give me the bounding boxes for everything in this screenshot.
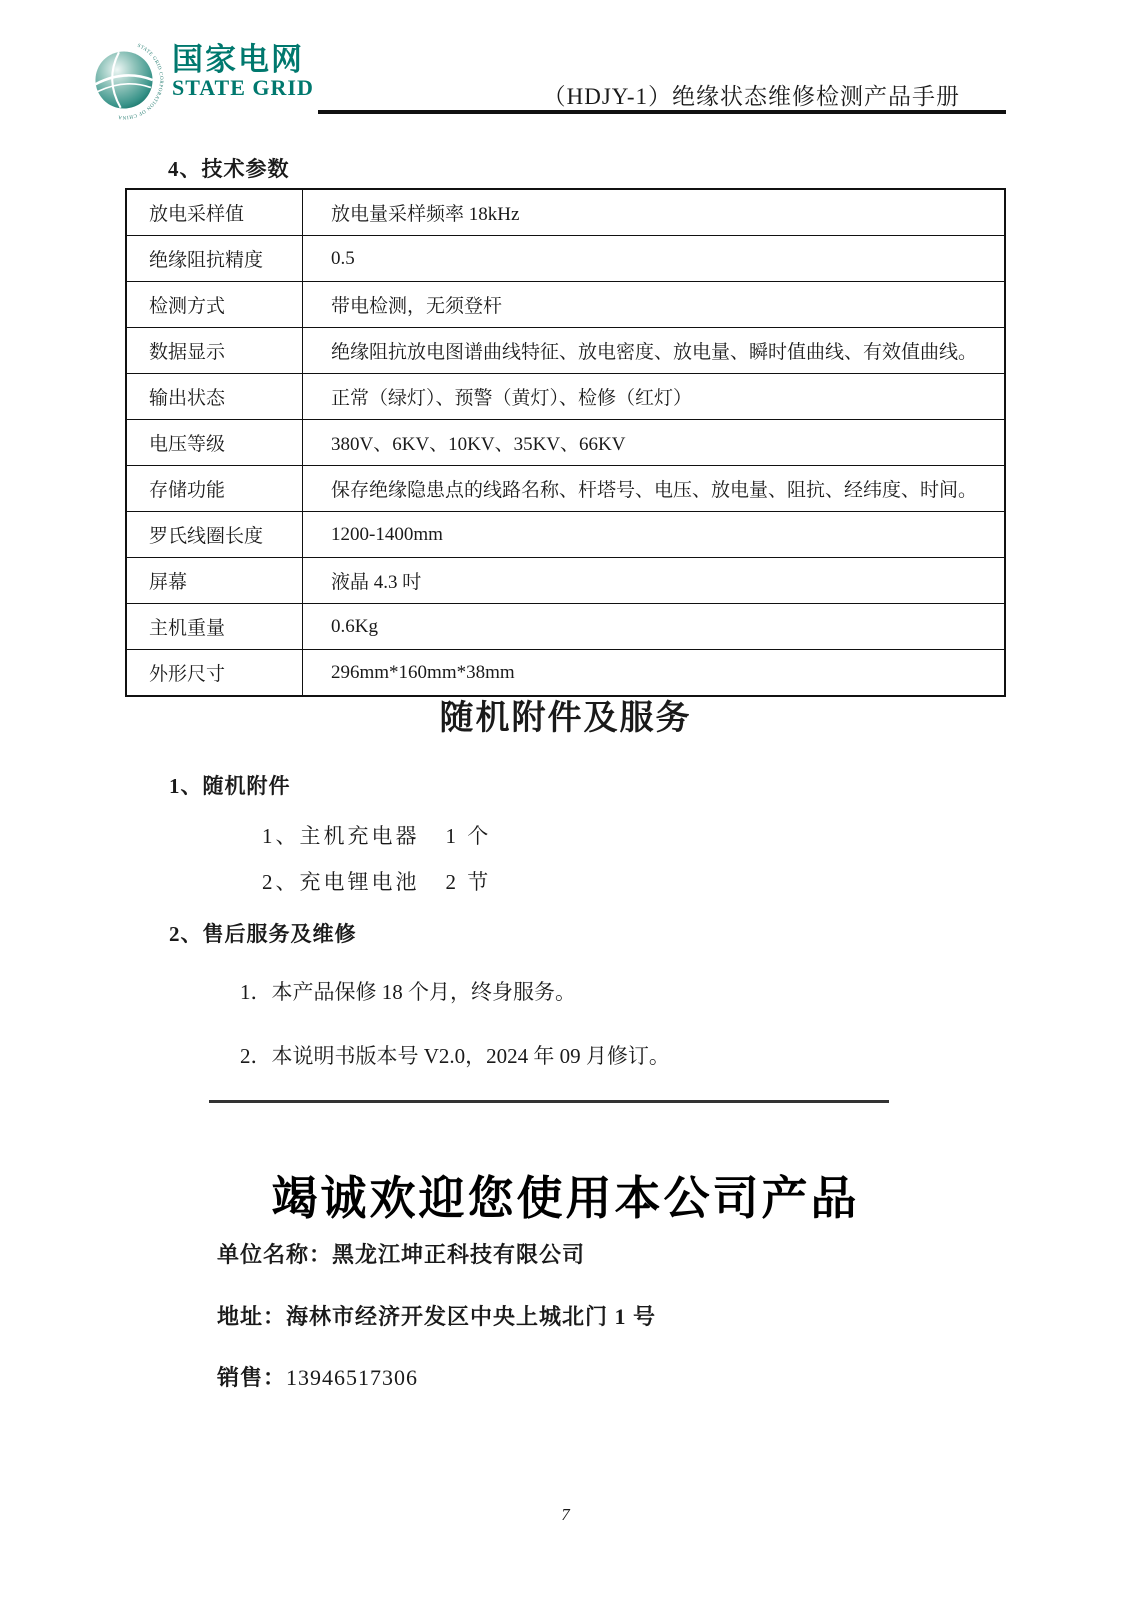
param-value: 正常（绿灯）、预警（黄灯）、检修（红灯） (303, 374, 1006, 420)
service-item: 1．本产品保修 18 个月，终身服务。 (240, 980, 576, 1004)
address-line (217, 1300, 656, 1331)
param-label: 存储功能 (126, 466, 303, 512)
table-row (126, 420, 1005, 466)
param-value: 放电量采样频率 18kHz (303, 189, 1006, 236)
param-value: 380V、6KV、10KV、35KV、66KV (303, 420, 1006, 466)
service-section-title: 2、售后服务及维修 (169, 922, 357, 946)
page-number: 7 (561, 1505, 570, 1524)
param-value: 带电检测，无须登杆 (303, 282, 1006, 328)
param-label: 放电采样值 (126, 189, 303, 236)
param-value: 0.5 (303, 236, 1006, 282)
accessory-qty: 1 个 (445, 824, 492, 848)
logo-ring-textpath: STATE GRID CORPORATION OF CHINA (117, 43, 164, 120)
param-label: 绝缘阻抗精度 (126, 236, 303, 282)
tech-params-table (125, 188, 1006, 697)
section-divider (209, 1100, 889, 1103)
table-row (126, 558, 1005, 604)
address-value: 海林市经济开发区中央上城北门 1 号 (286, 1304, 657, 1329)
param-label: 罗氏线圈长度 (126, 512, 303, 558)
globe-icon (82, 38, 166, 122)
table-row (126, 374, 1005, 420)
table-row (126, 466, 1005, 512)
param-label: 外形尺寸 (126, 650, 303, 697)
accessory-qty: 2 节 (445, 870, 492, 894)
param-value: 0.6Kg (303, 604, 1006, 650)
document-title: （HDJY-1）绝缘状态维修检测产品手册 (542, 84, 960, 109)
param-value: 液晶 4.3 吋 (303, 558, 1006, 604)
param-value: 绝缘阻抗放电图谱曲线特征、放电密度、放电量、瞬时值曲线、有效值曲线。 (303, 328, 1006, 374)
address-label: 地址： (217, 1304, 287, 1329)
param-value: 1200-1400mm (303, 512, 1006, 558)
sales-phone-line (217, 1361, 418, 1392)
service-item: 2．本说明书版本号 V2.0，2024 年 09 月修订。 (240, 1044, 670, 1068)
company-name-line (217, 1238, 585, 1269)
accessory-item (262, 866, 491, 896)
tech-params-heading: 4、技术参数 (168, 157, 290, 181)
company-name-label: 单位名称： (217, 1242, 333, 1267)
table-row (126, 189, 1005, 236)
table-row (126, 604, 1005, 650)
param-label: 检测方式 (126, 282, 303, 328)
table-row (126, 236, 1005, 282)
accessories-section-title: 1、随机附件 (169, 774, 291, 798)
accessory-name: 2、充电锂电池 (262, 870, 420, 894)
param-label: 电压等级 (126, 420, 303, 466)
param-value: 保存绝缘隐患点的线路名称、杆塔号、电压、放电量、阻抗、经纬度、时间。 (303, 466, 1006, 512)
accessories-heading: 随机附件及服务 (439, 700, 692, 737)
table-row (126, 282, 1005, 328)
sales-label: 销售： (217, 1365, 287, 1390)
table-row (126, 328, 1005, 374)
param-label: 主机重量 (126, 604, 303, 650)
sales-phone-value: 13946517306 (286, 1365, 419, 1390)
company-name-value: 黑龙江坤正科技有限公司 (332, 1242, 586, 1267)
table-row (126, 512, 1005, 558)
logo-cn-text: 国家电网 (172, 42, 304, 77)
param-label: 输出状态 (126, 374, 303, 420)
tech-params-table-body (126, 189, 1005, 696)
accessory-item (262, 820, 491, 850)
logo-en-text: STATE GRID (172, 75, 314, 100)
param-label: 数据显示 (126, 328, 303, 374)
param-value: 296mm*160mm*38mm (303, 650, 1006, 697)
state-grid-logo (82, 38, 318, 126)
accessory-name: 1、主机充电器 (262, 824, 420, 848)
param-label: 屏幕 (126, 558, 303, 604)
logo-wordmark (172, 44, 314, 100)
welcome-headline: 竭诚欢迎您使用本公司产品 (271, 1172, 860, 1224)
